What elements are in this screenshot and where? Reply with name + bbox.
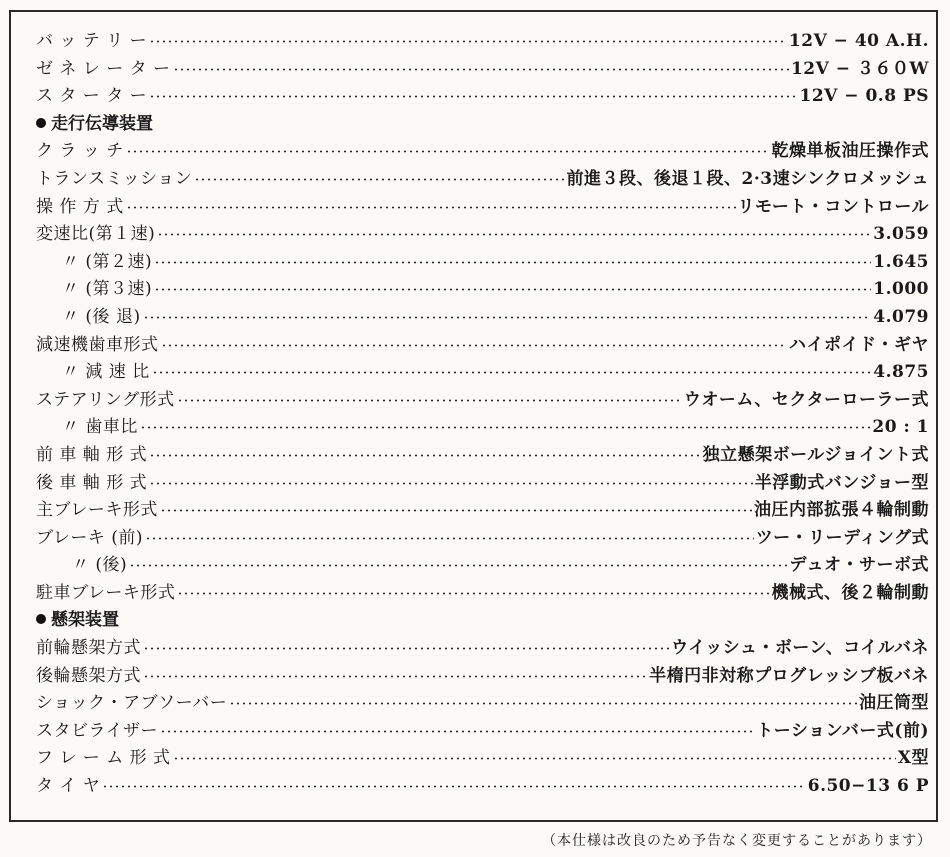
dot-leader [229, 702, 857, 705]
spec-value: 半浮動式バンジョー型 [754, 472, 929, 493]
dot-leader [152, 371, 872, 374]
spec-value: 20 : 1 [872, 417, 929, 438]
section-heading-label: 走行伝導装置 [51, 113, 153, 134]
spec-label: 主ブレーキ形式 [36, 500, 158, 521]
dot-leader [140, 426, 870, 429]
spec-row [36, 221, 929, 249]
dot-leader [149, 95, 797, 98]
spec-value: 独立懸架ボールジョイント式 [702, 444, 929, 465]
spec-row [36, 525, 929, 553]
spec-label: フ レ ー ム 形 式 [36, 748, 171, 769]
spec-label: トランスミッション [36, 168, 193, 189]
spec-value: X型 [897, 748, 929, 769]
dot-leader [154, 261, 871, 264]
spec-value: 乾燥単板油圧操作式 [771, 141, 929, 162]
spec-label: スタビライザー [36, 720, 158, 741]
spec-value: 1.000 [873, 279, 929, 300]
spec-label: タ イ ヤ [36, 776, 101, 797]
spec-row [36, 745, 929, 773]
dot-leader [143, 675, 647, 678]
spec-value: 4.875 [873, 362, 929, 383]
spec-label: ブレーキ (前) [36, 527, 143, 548]
spec-row [36, 718, 929, 746]
spec-value: デュオ・サーボ式 [789, 555, 929, 576]
dot-leader [194, 178, 564, 181]
spec-row [36, 332, 929, 360]
spec-row [36, 28, 929, 56]
spec-label: 〃 歯車比 [62, 417, 138, 438]
spec-value: 12V − ３６０W [790, 58, 929, 79]
spec-value: 半楕円非対称プログレッシブ板バネ [649, 665, 929, 686]
spec-value: 3.059 [873, 224, 929, 245]
spec-row [36, 497, 929, 525]
spec-value: 機械式、後２輪制動 [771, 582, 929, 603]
spec-row [36, 56, 929, 84]
spec-value: 12V − 40 A.H. [788, 31, 929, 51]
spec-row [36, 194, 929, 222]
bullet-icon [36, 118, 46, 128]
spec-row [36, 138, 929, 166]
spec-value: 6.50−13 6 P [807, 776, 929, 797]
spec-label: 〃 減 速 比 [62, 362, 150, 383]
spec-value: ウオーム、セクターローラー式 [683, 389, 929, 410]
dot-leader [160, 509, 752, 512]
spec-row [36, 663, 929, 691]
dot-leader [157, 233, 871, 236]
spec-label: ショック・アブソーバー [36, 693, 228, 714]
spec-row [36, 166, 929, 194]
dot-leader [173, 68, 789, 71]
dot-leader [143, 647, 669, 650]
dot-leader [149, 454, 700, 457]
spec-row [36, 470, 929, 498]
dot-leader [129, 564, 787, 567]
spec-row [36, 359, 929, 387]
spec-value: 前進３段、後退１段、2·3速シンクロメッシュ [566, 168, 929, 189]
spec-label: 〃 (第３速) [62, 279, 153, 300]
dot-leader [149, 482, 753, 485]
spec-label: 〃 (後 退) [62, 306, 141, 327]
spec-value: リモート・コントロール [737, 196, 929, 217]
spec-label: ス タ ー タ ー [36, 86, 148, 107]
section-heading [36, 607, 929, 635]
spec-row [36, 276, 929, 304]
spec-label: ク ラ ッ チ [36, 141, 124, 162]
spec-label: ゼ ネ レ ー タ ー [36, 58, 171, 79]
dot-leader [149, 40, 787, 43]
spec-row [36, 580, 929, 608]
dot-leader [102, 785, 805, 788]
spec-label: バ ッ テ リ ー [36, 31, 148, 51]
dot-leader [126, 150, 770, 153]
dot-leader [126, 206, 736, 209]
spec-row [36, 773, 929, 801]
footnote: （本仕様は改良のため予告なく変更することがあります） [542, 833, 932, 849]
bullet-icon [36, 614, 46, 624]
spec-label: 操 作 方 式 [36, 196, 124, 217]
spec-table-frame [9, 10, 938, 822]
section-heading-label: 懸架装置 [51, 610, 119, 631]
spec-row [36, 690, 929, 718]
spec-label: ステアリング形式 [36, 389, 175, 410]
spec-row [36, 442, 929, 470]
spec-label: 〃 (後) [72, 555, 128, 576]
spec-value: 12V − 0.8 PS [799, 86, 929, 107]
spec-label: 〃 (第２速) [62, 251, 153, 272]
dot-leader [145, 537, 754, 540]
spec-row [36, 304, 929, 332]
dot-leader [160, 730, 754, 733]
spec-row [36, 414, 929, 442]
spec-value: 1.645 [873, 251, 929, 272]
spec-value: 油圧内部拡張４輪制動 [754, 500, 929, 521]
dot-leader [154, 288, 871, 291]
spec-row [36, 83, 929, 111]
spec-value: ウイッシュ・ボーン、コイルバネ [671, 638, 929, 659]
spec-value: トーションバー式(前) [756, 720, 929, 741]
dot-leader [161, 344, 788, 347]
spec-value: ツー・リーディング式 [755, 527, 929, 548]
dot-leader [177, 592, 769, 595]
spec-label: 後 車 軸 形 式 [36, 472, 148, 493]
dot-leader [173, 757, 896, 760]
spec-label: 駐車ブレーキ形式 [36, 582, 176, 603]
spec-label: 前輪懸架方式 [36, 638, 141, 659]
spec-value: ハイポイド・ギヤ [789, 334, 929, 355]
spec-label: 変速比(第１速) [36, 224, 156, 245]
spec-value: 油圧筒型 [859, 693, 929, 714]
spec-row [36, 552, 929, 580]
spec-label: 前 車 軸 形 式 [36, 444, 148, 465]
spec-value: 4.079 [873, 306, 929, 327]
spec-row [36, 635, 929, 663]
dot-leader [143, 316, 872, 319]
spec-row [36, 249, 929, 277]
spec-list [36, 28, 929, 801]
spec-row [36, 387, 929, 415]
spec-label: 後輪懸架方式 [36, 665, 141, 686]
spec-label: 減速機歯車形式 [36, 334, 159, 355]
section-heading [36, 111, 929, 139]
dot-leader [177, 399, 682, 402]
